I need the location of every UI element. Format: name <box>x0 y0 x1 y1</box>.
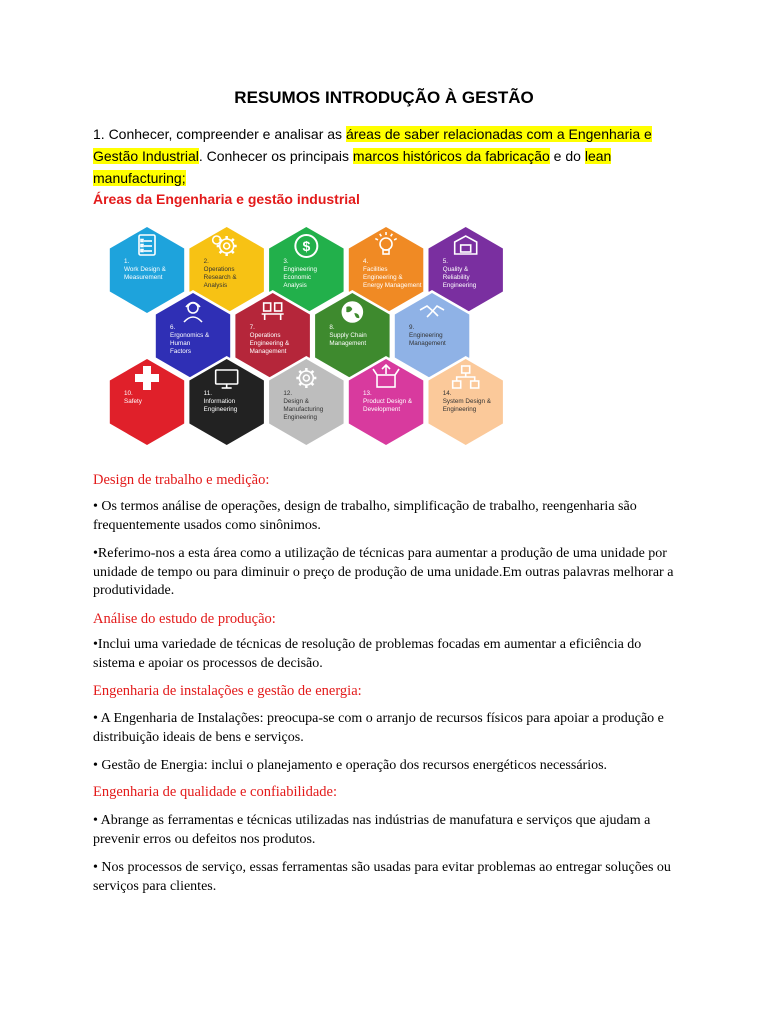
svg-text:$: $ <box>302 238 311 254</box>
section-paragraph: •Referimo-nos a esta área como a utilização de técnicas para aumentar a produção de uma unidade por unidade de tempo ou para diminuir o preço de produção de uma unidade.Em outras palavras melhorar a produtividade. <box>93 546 674 598</box>
hexagon-label: Analysis <box>203 282 228 289</box>
hexagon-label: Engineering <box>442 406 477 413</box>
hexagon-label: Engineering <box>283 414 317 421</box>
hexagon-number: 9. <box>409 324 415 331</box>
hexagon-number: 8. <box>329 324 335 331</box>
hexagon-number: 1. <box>124 258 130 265</box>
hexagon-label: Measurement <box>124 274 163 281</box>
hexagon-number: 12. <box>283 390 293 397</box>
hexagon-label: System Design & <box>442 398 491 405</box>
hexagon-label: Ergonomics & <box>170 332 210 339</box>
hexagon-label: Design & <box>283 398 309 405</box>
section-paragraph: • A Engenharia de Instalações: preocupa-se com o arranjo de recursos físicos para apoiar a produção e distribuição ideais de bens e serviços. <box>93 711 664 745</box>
hexagon-label: Supply Chain <box>329 332 367 339</box>
hexagon-label: Manufacturing <box>283 406 324 413</box>
hexagon-label: Management <box>249 348 287 355</box>
areas-heading: Áreas da Engenharia e gestão industrial <box>93 191 360 207</box>
section-heading: Análise do estudo de produção: <box>93 611 276 627</box>
hexagon-label: Management <box>409 340 446 347</box>
hexagon-label: Work Design & <box>124 266 166 273</box>
hexagon-label: Engineering & <box>249 340 290 347</box>
hexagon-number: 10. <box>124 390 133 397</box>
section-paragraph: • Abrange as ferramentas e técnicas utilizadas nas indústrias de manufatura e serviços que ajudam a prevenir erros ou defeitos nos produtos. <box>93 813 651 847</box>
intro-highlight-2: marcos históricos da fabricação <box>352 148 550 164</box>
hexagon-label: Development <box>363 406 401 413</box>
hexagon-label: Factors <box>170 348 191 355</box>
intro-paragraph <box>93 123 673 189</box>
hexagon-label: Research & <box>203 274 237 281</box>
hexagon-label: Human <box>170 340 191 347</box>
hexagon-number: 5. <box>442 258 448 265</box>
hexagon-label: Operations <box>203 266 235 273</box>
section-paragraph: • Gestão de Energia: inclui o planejamento e operação dos recursos energéticos necessários. <box>93 758 608 773</box>
hexagon-areas-figure <box>103 218 543 458</box>
intro-highlight-1: áreas de saber relacionadas com a Engenharia e Gestão Industrial <box>93 126 652 164</box>
hexagon-number: 6. <box>170 324 176 331</box>
hexagon-label: Engineering <box>283 266 317 273</box>
section-heading: Design de trabalho e medição: <box>93 472 270 488</box>
hexagon-label: Safety <box>124 398 142 405</box>
hexagon-label: Product Design & <box>363 398 413 405</box>
hexagon-number: 2. <box>203 258 209 265</box>
hexagon-label: Engineering <box>203 406 238 413</box>
section-paragraph: •Inclui uma variedade de técnicas de resolução de problemas focadas em aumentar a eficiência do sistema e apoiar os processos de decisão. <box>93 637 642 671</box>
intro-text-3: e do <box>549 148 585 164</box>
hexagon-label: Engineering & <box>363 274 403 281</box>
hexagon-label: Analysis <box>283 282 307 289</box>
section-heading: Engenharia de qualidade e confiabilidade: <box>93 784 337 800</box>
intro-highlight-3: lean manufacturing; <box>93 148 612 186</box>
hexagon-label: Management <box>329 340 367 347</box>
hexagon-number: 13. <box>363 390 372 397</box>
hexagon-label: Engineering <box>409 332 443 339</box>
hexagon-number: 11. <box>203 390 212 397</box>
section-paragraph: • Os termos análise de operações, design de trabalho, simplificação de trabalho, reengenharia são frequentemente usados como sinônimos. <box>93 499 637 533</box>
hexagon-label: Economic <box>283 274 312 281</box>
hexagon-number: 14. <box>442 390 452 397</box>
hexagon-label: Engineering <box>442 282 477 289</box>
hexagon-label: Facilities <box>363 266 388 273</box>
hexagon-number: 7. <box>249 324 255 331</box>
hexagon-number: 3. <box>283 258 289 265</box>
hexagon-label: Reliability <box>442 274 470 281</box>
globe-icon <box>342 302 362 322</box>
page-title: RESUMOS INTRODUÇÃO À GESTÃO <box>234 88 534 107</box>
hexagon-label: Quality & <box>442 266 469 273</box>
section-heading: Engenharia de instalações e gestão de energia: <box>93 683 362 699</box>
hexagon-label: Information <box>203 398 236 405</box>
intro-text-1: 1. Conhecer, compreender e analisar as <box>93 126 346 142</box>
section-paragraph: • Nos processos de serviço, essas ferramentas são usadas para evitar problemas ao entregar soluções ou serviços para clientes. <box>93 860 671 894</box>
intro-text-2: . Conhecer os principais <box>198 148 353 164</box>
hexagon-label: Energy Management <box>363 282 422 289</box>
hexagon-number: 4. <box>363 258 369 265</box>
hexagon-label: Operations <box>249 332 281 339</box>
